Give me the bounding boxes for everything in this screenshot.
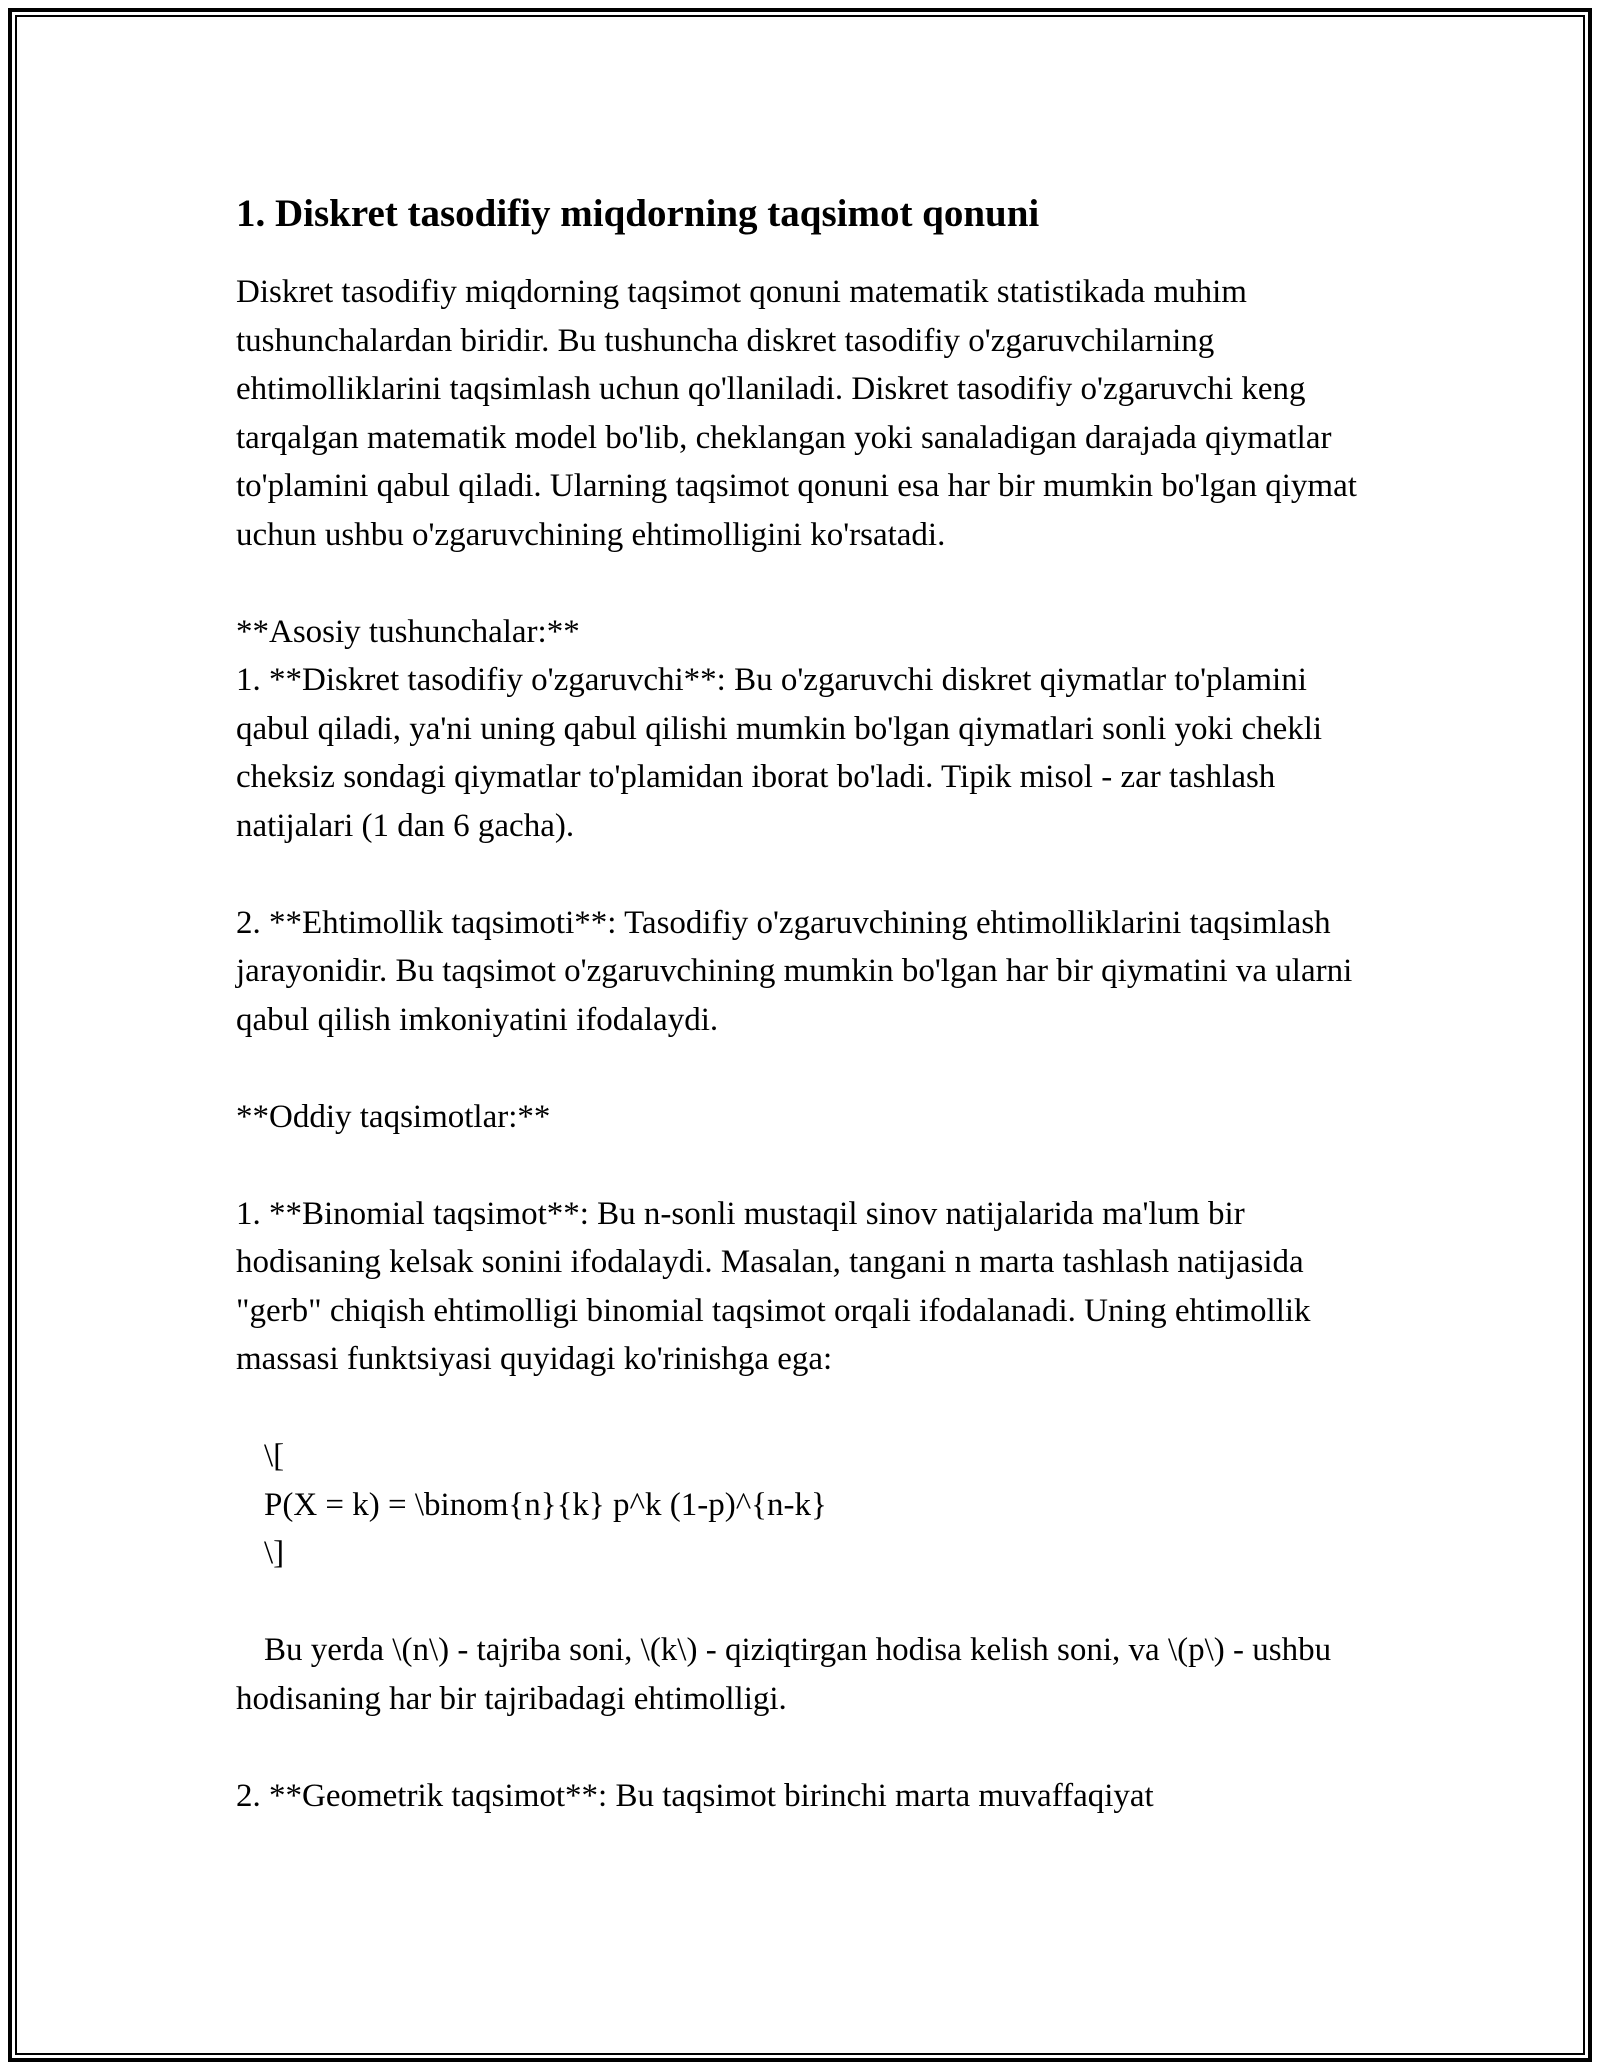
basic-concepts-heading: **Asosiy tushunchalar:** [236,613,580,650]
concept-item-discrete-variable: 1. **Diskret tasodifiy o'zgaruvchi**: Bu o'zgaruvchi diskret qiymatlar to'plamini qabul qiladi, ya'ni uning qabul qilishi mumkin bo'lgan qiymatlari sonli yoki chekli cheksiz sondagi qiymatlar to'plamidan iborat bo'ladi. Tipik misol - zar tashlash natijalari (1 dan 6 gacha). [236,662,1323,844]
spacer [236,850,1366,899]
document-title: 1. Diskret tasodifiy miqdorning taqsimot qonuni [236,192,1040,235]
distribution-item-binomial: 1. **Binomial taqsimot**: Bu n-sonli mustaqil sinov natijalarida ma'lum bir hodisaning kelsak sonini ifodalaydi. Masalan, tangani n marta tashlash natijasida "gerb" chiqish ehtimolligi binomial taqsimot orqali ifodalanadi. Uning ehtimollik massasi funktsiyasi quyidagi ko'rinishga ega: [236,1195,1311,1377]
spacer [236,1044,1366,1093]
formula-open: \[ [264,1438,285,1474]
concept-item-probability-distribution: 2. **Ehtimollik taqsimoti**: Tasodifiy o'zgaruvchining ehtimolliklarini taqsimlash jarayonidir. Bu taqsimot o'zgaruvchining mumkin bo'lgan har bir qiymatini va ularni qabul qilish imkoniyatini ifodalaydi. [236,904,1353,1038]
intro-paragraph: Diskret tasodifiy miqdorning taqsimot qonuni matematik statistikada muhim tushunchalardan biridir. Bu tushuncha diskret tasodifiy o'zgaruvchilarning ehtimolliklarini taqsimlash uchun qo'llaniladi. Diskret tasodifiy o'zgaruvchi keng tarqalgan matematik model bo'lib, cheklangan yoki sanaladigan darajada qiymatlar to'plamini qabul qiladi. Ularning taqsimot qonuni esa har bir mumkin bo'lgan qiymat uchun ushbu o'zgaruvchining ehtimolligini ko'rsatadi. [236,274,1357,553]
spacer [236,1578,1366,1627]
spacer [236,1384,1366,1433]
spacer [236,1141,1366,1190]
binomial-formula: P(X = k) = \binom{n}{k} p^k (1-p)^{n-k} [264,1486,827,1523]
spacer [236,559,1366,608]
distribution-item-geometric: 2. **Geometrik taqsimot**: Bu taqsimot birinchi marta muvaffaqiyat [236,1777,1154,1814]
document-body [236,186,1366,1820]
simple-distributions-heading: **Oddiy taqsimotlar:** [236,1098,551,1135]
spacer [236,1723,1366,1772]
formula-close: \] [264,1535,285,1571]
formula-explanation: Bu yerda \(n\) - tajriba soni, \(k\) - qiziqtirgan hodisa kelish soni, va \(p\) - ushbu hodisaning har bir tajribadagi ehtimolligi. [236,1632,1332,1717]
